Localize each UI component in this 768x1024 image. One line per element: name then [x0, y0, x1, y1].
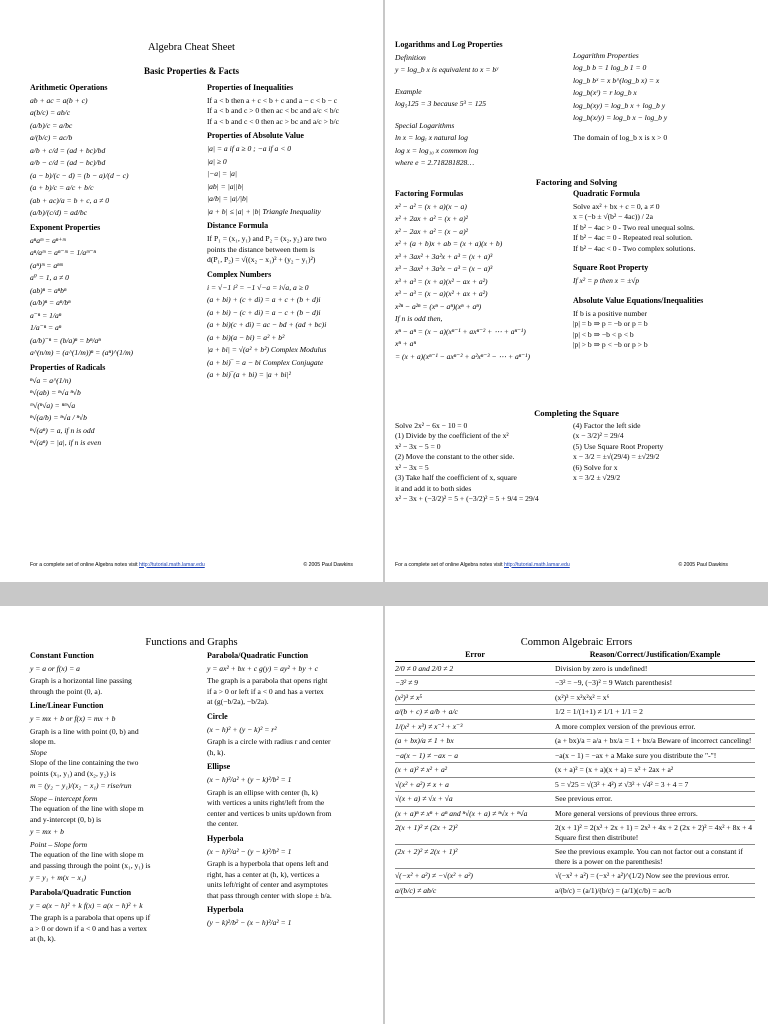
formula: (x − h)² + (y − k)² = r²: [207, 724, 277, 734]
col-error: Error: [465, 650, 485, 659]
table-row: [395, 734, 755, 748]
log-left-column: [395, 40, 570, 171]
arith-list: [30, 96, 200, 218]
reason-cell: 5 = √25 = √(3² + 4²) ≠ √3² + √4² = 3 + 4 = 7: [555, 779, 689, 789]
factoring-section-title: Factoring and Solving: [535, 177, 618, 187]
reason-cell: (a + bx)/a = a/a + bx/a = 1 + bx/a Beware of incorrect canceling!: [555, 736, 752, 746]
formula: x³ − 3ax² + 3a²x − a³ = (x − a)³: [395, 264, 493, 274]
text-line: Slope of the line containing the two: [30, 758, 139, 768]
formula: (a + bi)(c + di) = ac − bd + (ad + bc)i: [207, 320, 327, 330]
page-footer: [395, 562, 728, 569]
text-line: it and add it to both sides: [395, 483, 472, 493]
dist-list: [207, 234, 377, 264]
page-title: Functions and Graphs: [145, 637, 238, 648]
formula: a⁻ⁿ = 1/aⁿ: [30, 310, 62, 320]
text-line: x² − 3x + (−3/2)² = 5 + (−3/2)² = 5 + 9/4 = 29/4: [395, 494, 539, 504]
formula: a/(b/c) = ac/b: [30, 133, 73, 143]
formula: = (x + a)(xⁿ⁻¹ − axⁿ⁻² + a²xⁿ⁻³ − ⋯ + aⁿ⁻¹): [395, 351, 530, 361]
text-line: units left/right of center and asymptotes: [207, 880, 328, 890]
text-line: that pass through center with slope ± b/a.: [207, 890, 332, 900]
formula: ⁿ√a = a^(1/n): [30, 375, 72, 385]
qf-list: [573, 202, 763, 253]
cs-left-list: [395, 421, 575, 504]
error-cell: √(−x² + a²) ≠ −√(x² + a²): [395, 871, 473, 881]
formula: (a/b)/c = a/bc: [30, 120, 73, 130]
reason-cell: −3² = −9, (−3)² = 9 Watch parenthesis!: [555, 678, 673, 688]
formula: log_b(xʳ) = r log_b x: [573, 88, 637, 98]
formula: (a/b)ⁿ = aⁿ/bⁿ: [30, 298, 71, 308]
error-cell: 1/(x² + x³) ≠ x⁻² + x⁻³: [395, 721, 463, 731]
ff-heading: Factoring Formulas: [395, 189, 464, 198]
formula: m = (y₂ − y₁)/(x₂ − x₁) = rise/run: [30, 781, 132, 791]
table-row: [395, 884, 755, 898]
table-row: [395, 705, 755, 719]
text-line: x − 3/2 = ±√(29/4) = ±√29/2: [573, 452, 660, 462]
page-functions-graphs: [0, 606, 383, 1024]
functions-right-column: [207, 646, 379, 931]
formula: where e = 2.718281828…: [395, 158, 475, 168]
error-cell: √(x + a) ≠ √x + √a: [395, 794, 453, 804]
text-line: at (h, k).: [30, 934, 56, 944]
rad-heading: Properties of Radicals: [30, 362, 106, 372]
error-cell: (x + a)² ≠ x² + a²: [395, 765, 448, 775]
text-line: Graph is an ellipse with center (h, k): [207, 787, 318, 797]
section-heading: Parabola/Quadratic Function: [207, 651, 309, 660]
error-cell: (a + bx)/a ≠ 1 + bx: [395, 736, 454, 746]
error-cell: (x + a)ⁿ ≠ xⁿ + aⁿ and ⁿ√(x + a) ≠ ⁿ√x + ⁿ√a: [395, 808, 528, 818]
section-heading: Line/Linear Function: [30, 701, 104, 711]
formula: (a + bi)‾ = a − bi Complex Conjugate: [207, 357, 324, 367]
page-common-errors: [385, 606, 768, 1024]
reason-cell: 2(x + 1)² = 2(x² + 2x + 1) = 2x² + 4x + 2 (2x + 2)² = 4x² + 8x + 4 Square first then distribute!: [555, 823, 753, 842]
inequality-rule: If a < b and c > 0 then ac < bc and a/c < b/c: [207, 106, 340, 116]
error-cell: a/(b + c) ≠ a/b + a/c: [395, 707, 458, 717]
text-line: Graph is a hyperbola that opens left and: [207, 859, 329, 869]
errors-table: [395, 650, 755, 898]
section-heading: Parabola/Quadratic Function: [30, 887, 132, 897]
text-line: |p| = b ⇒ p = −b or p = b: [573, 319, 648, 329]
formula: (ab)ⁿ = aⁿbⁿ: [30, 285, 67, 295]
formula: (a + bi) − (c + di) = a − c + (b − d)i: [207, 307, 321, 317]
footer-text: For a complete set of online Algebra notes visit: [30, 561, 139, 568]
formula: |a/b| = |a|/|b|: [207, 194, 248, 204]
formula: |a| = a if a ≥ 0 ; −a if a < 0: [207, 144, 292, 154]
cplx-heading: Complex Numbers: [207, 269, 272, 279]
formula: |ab| = |a||b|: [207, 181, 244, 191]
formula: xⁿ − aⁿ = (x − a)(xⁿ⁻¹ + axⁿ⁻² + ⋯ + aⁿ⁻¹): [395, 326, 526, 336]
text-line: Solve 2x² − 6x − 10 = 0: [395, 421, 468, 430]
srp-formula: If x² = p then x = ±√p: [573, 276, 640, 286]
formula: (a + bi) + (c + di) = a + c + (b + d)i: [207, 295, 321, 305]
table-row: [395, 691, 755, 705]
formula: x² + (a + b)x + ab = (x + a)(x + b): [395, 239, 503, 249]
text-line: center and vertices b units up/down from: [207, 808, 332, 818]
abs-heading: Properties of Absolute Value: [207, 131, 304, 141]
footer-link[interactable]: http://tutorial.math.lamar.edu: [504, 561, 570, 568]
exp-list: [30, 236, 200, 358]
log-heading: Logarithms and Log Properties: [395, 40, 503, 49]
text-line: The equation of the line with slope m: [30, 804, 144, 814]
reason-cell: −a(x − 1) = −ax + a Make sure you distribute the "-"!: [555, 750, 717, 760]
text-line: Graph is a horizontal line passing: [30, 676, 132, 686]
text-line: right, has a center at (h, k), vertices a: [207, 869, 320, 879]
reason-cell: √(−x² + a²) = (−x² + a²)^(1/2) Now see the previous error.: [555, 871, 730, 881]
reason-cell: See the previous example. You can not factor out a constant if there is a power on the parenthesis!: [555, 847, 743, 866]
text-line: (h, k).: [207, 747, 226, 757]
copyright: © 2005 Paul Dawkins: [303, 561, 353, 568]
ineq-list: [207, 96, 377, 126]
inequality-rule: If a < b then a + c < b + c and a − c < b − c: [207, 96, 338, 105]
text-line: x = (−b ± √(b² − 4ac)) / 2a: [573, 212, 653, 222]
table-row: [395, 763, 755, 777]
formula: a/b + c/d = (ad + bc)/bd: [30, 145, 106, 155]
quadratic-column: [573, 184, 763, 351]
formula: (a − b)/(c − d) = (b − a)/(d − c): [30, 170, 129, 180]
formula: y = a(x − h)² + k f(x) = a(x − h)² + k: [30, 900, 143, 910]
formula: x² + 2ax + a² = (x + a)²: [395, 214, 468, 224]
formula: aⁿ/aᵐ = aⁿ⁻ᵐ = 1/aᵐ⁻ⁿ: [30, 248, 96, 258]
example-formula: log₅125 = 3 because 5³ = 125: [395, 99, 487, 109]
text-line: If P₁ = (x₁, y₁) and P₂ = (x₂, y₂) are two: [207, 234, 327, 244]
formula: x²ⁿ − a²ⁿ = (xⁿ − aⁿ)(xⁿ + aⁿ): [395, 301, 482, 311]
error-cell: (x²)³ ≠ x⁵: [395, 692, 422, 702]
formula: log_b(xy) = log_b x + log_b y: [573, 100, 666, 110]
text-line: |p| < b ⇒ −b < p < b: [573, 329, 634, 339]
formula: |−a| = |a|: [207, 169, 237, 179]
formula: log x = log₁₀ x common log: [395, 145, 479, 155]
errors-header: [395, 650, 755, 662]
text-line: The graph is a parabola that opens right: [207, 676, 328, 686]
section-title: Basic Properties & Facts: [143, 66, 240, 76]
text-line: (3) Take half the coefficient of x, square: [395, 473, 517, 483]
error-cell: −3² ≠ 9: [395, 678, 418, 688]
formula: y = mx + b or f(x) = mx + b: [30, 714, 116, 724]
formula: |a + b| ≤ |a| + |b| Triangle Inequality: [207, 206, 321, 216]
error-cell: (2x + 2)² ≠ 2(x + 1)²: [395, 847, 458, 857]
page-title: Algebra Cheat Sheet: [148, 42, 235, 53]
formula: xⁿ + aⁿ: [395, 339, 416, 349]
cs-left-column: [395, 420, 575, 505]
special-label: Special Logarithms: [395, 120, 455, 130]
rad-list: [30, 376, 200, 448]
text-line: at (g(−b/2a), −b/2a).: [207, 697, 269, 707]
footer-link[interactable]: http://tutorial.math.lamar.edu: [139, 561, 205, 568]
left-column: [30, 78, 200, 451]
section-heading: Constant Function: [30, 651, 94, 660]
formula: y = mx + b: [30, 827, 64, 837]
special-list: [395, 133, 570, 167]
formula: (a + b)/c = a/c + b/c: [30, 183, 94, 193]
text-line: slope m.: [30, 737, 56, 747]
text-line: a > 0 or down if a < 0 and has a vertex: [30, 923, 147, 933]
formula: (a/b)/(c/d) = ad/bc: [30, 208, 87, 218]
table-row: [395, 749, 755, 763]
text-line: (6) Solve for x: [573, 462, 618, 472]
formula: ᵐ√(ⁿ√a) = ⁿᵐ√a: [30, 400, 76, 410]
text-line: and y-intercept (0, b) is: [30, 814, 102, 824]
text-line: Graph is a line with point (0, b) and: [30, 726, 139, 736]
text-line: Solve ax² + bx + c = 0, a ≠ 0: [573, 202, 660, 211]
formula: |a| ≥ 0: [207, 156, 227, 166]
formula: a(b/c) = ab/c: [30, 108, 71, 118]
formula: ab + ac = a(b + c): [30, 96, 88, 105]
formula: x² − a² = (x + a)(x − a): [395, 202, 467, 211]
text-line: x² − 3x = 5: [395, 462, 429, 472]
section-heading: Ellipse: [207, 762, 231, 772]
formula: (a + bi)‾(a + bi) = |a + bi|²: [207, 370, 291, 380]
col-reason: Reason/Correct/Justification/Example: [589, 650, 721, 659]
formula: y = y₁ + m(x − x₁): [30, 873, 87, 883]
formula: x³ + a³ = (x + a)(x² − ax + a²): [395, 276, 488, 286]
table-row: [395, 778, 755, 792]
reason-cell: 1/2 = 1/(1+1) ≠ 1/1 + 1/1 = 2: [555, 707, 643, 717]
text-line: The graph is a parabola that opens up if: [30, 913, 151, 923]
text-line: The equation of the line with slope m: [30, 850, 144, 860]
factoring-column: [395, 184, 575, 364]
formula: aⁿaᵐ = aⁿ⁺ᵐ: [30, 235, 66, 245]
text-line: (2) Move the constant to the other side.: [395, 452, 515, 462]
formula: ⁿ√(aⁿ) = |a|, if n is even: [30, 438, 102, 448]
text-line: and passing through the point (x₁, y₁) is: [30, 860, 151, 870]
formula: a/b − c/d = (ad − bc)/bd: [30, 158, 106, 168]
text-line: Point – Slope form: [30, 839, 88, 849]
error-cell: 2(x + 1)² ≠ (2x + 2)²: [395, 823, 458, 833]
formula: a^(n/m) = (a^(1/m))ⁿ = (aⁿ)^(1/m): [30, 348, 134, 358]
cs-right-column: [573, 420, 758, 484]
formula: y = ax² + bx + c g(y) = ay² + by + c: [207, 664, 318, 673]
table-row: [395, 845, 755, 869]
ave-heading: Absolute Value Equations/Inequalities: [573, 295, 704, 305]
error-cell: √(x² + a²) ≠ x + a: [395, 779, 449, 789]
text-line: If b is a positive number: [573, 308, 648, 318]
formula: ⁿ√(a/b) = ⁿ√a / ⁿ√b: [30, 413, 87, 423]
reason-cell: Division by zero is undefined!: [555, 664, 648, 673]
formula: log_b(x/y) = log_b x − log_b y: [573, 113, 668, 123]
errors-rows: [395, 662, 755, 898]
text-line: x² − 3x − 5 = 0: [395, 441, 441, 451]
text-line: (5) Use Square Root Property: [573, 441, 664, 451]
formula: (x − h)²/a² − (y − k)²/b² = 1: [207, 846, 292, 856]
formula: |a + bi| = √(a² + b²) Complex Modulus: [207, 345, 327, 355]
dist-heading: Distance Formula: [207, 221, 269, 231]
text-line: points the distance between them is: [207, 244, 315, 254]
def-formula: y = log_b x is equivalent to x = bʸ: [395, 65, 499, 75]
exp-heading: Exponent Properties: [30, 222, 101, 232]
srp-heading: Square Root Property: [573, 263, 649, 273]
logprop-label: Logarithm Properties: [573, 51, 639, 60]
text-line: if a > 0 or left if a < 0 and has a vertex: [207, 686, 324, 696]
formula: x³ + 3ax² + 3a²x + a³ = (x + a)³: [395, 251, 493, 261]
text-line: If b² − 4ac < 0 - Two complex solutions.: [573, 243, 696, 253]
table-row: [395, 662, 755, 676]
formula: a⁰ = 1, a ≠ 0: [30, 273, 69, 283]
formula: x² − 2ax + a² = (x − a)²: [395, 226, 468, 236]
text-line: If b² − 4ac = 0 - Repeated real solution.: [573, 233, 693, 243]
logprop-list: [573, 63, 758, 122]
footer-text: For a complete set of online Algebra notes visit: [395, 561, 504, 568]
formula: (y − k)²/b² − (x − h)²/a² = 1: [207, 918, 292, 928]
text-line: Slope – intercept form: [30, 793, 98, 803]
cplx-list: [207, 283, 377, 380]
log-domain: The domain of log_b x is x > 0: [573, 132, 668, 142]
abs-list: [207, 144, 377, 216]
text-line: through the point (0, a).: [30, 686, 103, 696]
table-row: [395, 792, 755, 806]
table-row: [395, 676, 755, 690]
section-heading: Circle: [207, 711, 228, 721]
table-row: [395, 869, 755, 883]
ineq-heading: Properties of Inequalities: [207, 83, 294, 92]
text-line: points (x₁, y₁) and (x₂, y₂) is: [30, 768, 116, 778]
reason-cell: A more complex version of the previous error.: [555, 721, 696, 731]
table-row: [395, 720, 755, 734]
reason-cell: More general versions of previous three errors.: [555, 808, 698, 818]
formula: log_b b = 1 log_b 1 = 0: [573, 63, 647, 73]
text-line: (1) Divide by the coefficient of the x²: [395, 431, 509, 441]
text-line: Graph is a circle with radius r and center: [207, 737, 331, 747]
reason-cell: (x²)³ = x²x²x² = x⁶: [555, 692, 610, 702]
reason-cell: a/(b/c) = (a/1)/(b/c) = (a/1)(c/b) = ac/b: [555, 885, 672, 895]
formula: (a + bi)(a − bi) = a² + b²: [207, 332, 285, 342]
log-right-column: [573, 50, 758, 143]
formula: ln x = logₑ x natural log: [395, 133, 468, 143]
table-row: [395, 821, 755, 845]
page-footer: [30, 562, 353, 569]
text-line: the center.: [207, 819, 239, 829]
formula: 1/a⁻ⁿ = aⁿ: [30, 323, 62, 333]
formula: y = a or f(x) = a: [30, 664, 80, 673]
text-line: Slope: [30, 747, 47, 757]
formula: log_b bˣ = x b^(log_b x) = x: [573, 75, 660, 85]
qf-heading: Quadratic Formula: [573, 189, 640, 198]
page-title: Common Algebraic Errors: [520, 637, 633, 648]
formula: (ab + ac)/a = b + c, a ≠ 0: [30, 195, 110, 205]
text-line: |p| > b ⇒ p < −b or p > b: [573, 340, 648, 350]
section-heading: Hyperbola: [207, 905, 244, 915]
reason-cell: (x + a)² = (x + a)(x + a) = x² + 2ax + a²: [555, 765, 674, 775]
ave-list: [573, 309, 763, 350]
text-line: d(P₁, P₂) = √((x₂ − x₁)² + (y₂ − y₁)²): [207, 255, 316, 265]
formula: x³ − a³ = (x − a)(x² + ax + a²): [395, 289, 488, 299]
inequality-rule: If a < b and c < 0 then ac > bc and a/c > b/c: [207, 116, 340, 126]
formula: i = √−1 i² = −1 √−a = i√a, a ≥ 0: [207, 282, 309, 292]
arith-heading: Arithmetic Operations: [30, 83, 108, 92]
formula: ⁿ√(aⁿ) = a, if n is odd: [30, 425, 95, 435]
error-cell: 2/0 ≠ 0 and 2/0 ≠ 2: [395, 664, 454, 673]
table-row: [395, 807, 755, 821]
text-line: (4) Factor the left side: [573, 421, 641, 430]
formula: If n is odd then,: [395, 314, 443, 324]
formula: (x − h)²/a² + (y − k)²/b² = 1: [207, 775, 292, 785]
text-line: with vertices a units right/left from the: [207, 798, 325, 808]
text-line: x = 3/2 ± √29/2: [573, 473, 621, 483]
formula: (a/b)⁻ⁿ = (b/a)ⁿ = bⁿ/aⁿ: [30, 335, 101, 345]
example-label: Example: [395, 86, 422, 96]
formula: ⁿ√(ab) = ⁿ√a ⁿ√b: [30, 388, 81, 398]
ff-list: [395, 202, 575, 361]
reason-cell: See previous error.: [555, 794, 613, 804]
text-line: If b² − 4ac > 0 - Two real unequal solns.: [573, 222, 695, 232]
copyright: © 2005 Paul Dawkins: [678, 561, 728, 568]
right-column: [207, 78, 377, 383]
error-cell: −a(x − 1) ≠ −ax − a: [395, 750, 459, 760]
formula: (aⁿ)ᵐ = aⁿᵐ: [30, 260, 63, 270]
cs-section-title: Completing the Square: [534, 408, 619, 418]
section-heading: Hyperbola: [207, 833, 244, 843]
error-cell: a/(b/c) ≠ ab/c: [395, 885, 437, 895]
page-basic-properties: [0, 0, 383, 582]
text-line: (x − 3/2)² = 29/4: [573, 431, 624, 441]
def-label: Definition: [395, 53, 426, 62]
cs-right-list: [573, 421, 758, 483]
page-logs-factoring: [385, 0, 768, 582]
functions-left-column: [30, 646, 200, 945]
